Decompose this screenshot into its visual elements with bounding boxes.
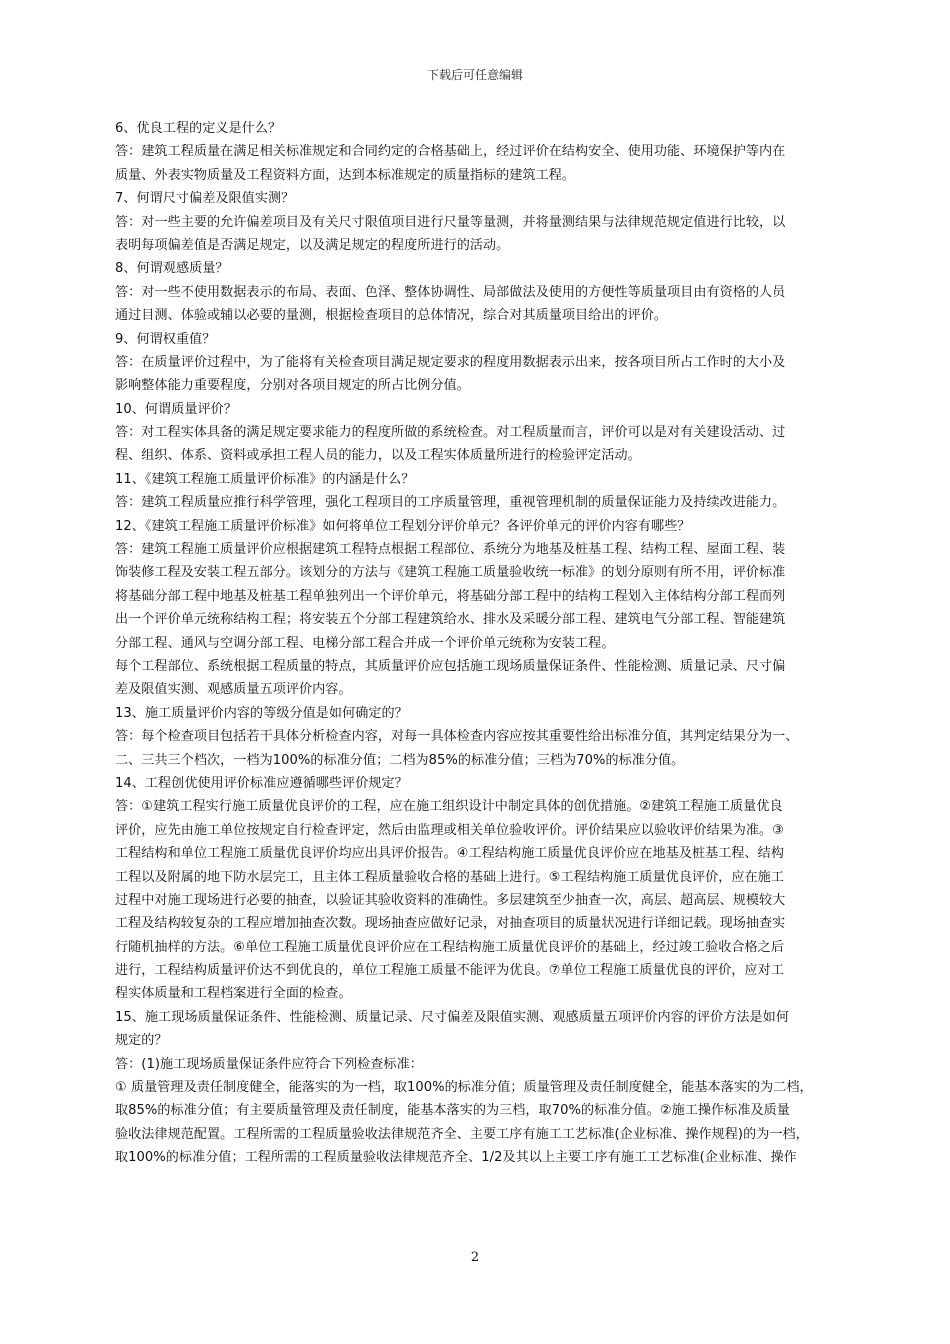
text-line: 过程中对施工现场进行必要的抽查，以验证其验收资料的准确性。多层建筑至少抽查一次，高层、超高层、规模较大 [115,892,786,908]
text-line: 每个工程部位、系统根据工程质量的特点，其质量评价应包括施工现场质量保证条件、性能检测、质量记录、尺寸偏 [115,658,786,674]
text-line: 答：对工程实体具备的满足规定要求能力的程度所做的系统检查。对工程质量而言，评价可以是对有关建设活动、过 [115,425,786,441]
text-line: 答：每个检查项目包括若干具体分析检查内容，对每一具体检查内容应按其重要性给出标准分值，其判定结果分为一、 [115,729,799,745]
text-line: 行随机抽样的方法。⑥单位工程施工质量优良评价应在工程结构施工质量优良评价的基础上，经过竣工验收合格之后 [115,939,784,955]
text-line: 二、三共三个档次，一档为100%的标准分值；二档为85%的标准分值；三档为70%的标准分值。 [115,752,685,768]
text-line: 9、何谓权重值？ [115,331,216,347]
text-line: 工程结构和单位工程施工质量优良评价均应出具评价报告。④工程结构施工质量优良评价应在地基及桩基工程、结构 [115,846,784,862]
text-line: 规定的？ [115,1033,168,1049]
text-line: 答：对一些主要的允许偏差项目及有关尺寸限值项目进行尺量等量测，并将量测结果与法律规范规定值进行比较，以 [115,214,786,230]
text-line: 11、《建筑工程施工质量评价标准》的内涵是什么？ [115,471,415,487]
text-line: 出一个评价单元统称结构工程；将安装五个分部工程建筑给水、排水及采暖分部工程、建筑电气分部工程、智能建筑 [115,612,786,628]
text-line: 15、施工现场质量保证条件、性能检测、质量记录、尺寸偏差及限值实测、观感质量五项评价内容的评价方法是如何 [115,1009,789,1025]
text-line: 答：建筑工程质量在满足相关标准规定和合同约定的合格基础上，经过评价在结构安全、使用功能、环境保护等内在 [115,144,786,160]
text-line: 工程及结构较复杂的工程应增加抽查次数。现场抽查应做好记录，对抽查项目的质量状况进行详细记载。现场抽查实 [115,916,786,932]
text-line: 程、组织、体系、资料或承担工程人员的能力，以及工程实体质量所进行的检验评定活动。 [115,448,641,464]
text-line: 表明每项偏差值是否满足规定，以及满足规定的程度所进行的活动。 [115,237,510,253]
text-line: 影响整体能力重要程度，分别对各项目规定的所占比例分值。 [115,378,470,394]
text-line: 8、何谓观感质量？ [115,261,229,277]
document-body [115,117,850,1170]
text-line: 13、施工质量评价内容的等级分值是如何确定的？ [115,705,408,721]
text-line: 取100%的标准分值；工程所需的工程质量验收法律规范齐全、1/2及其以上主要工序有施工工艺标准(企业标准、操作 [115,1150,797,1166]
text-line: 评价，应先由施工单位按规定自行检查评定，然后由监理或相关单位验收评价。评价结果应以验收评价结果为准。③ [115,822,784,838]
text-line: 10、何谓质量评价？ [115,401,237,417]
text-line: 答：(1)施工现场质量保证条件应符合下列检查标准： [115,1056,423,1072]
text-line: 12、《建筑工程施工质量评价标准》如何将单位工程划分评价单元？各评价单元的评价内容有哪些？ [115,518,691,534]
text-line: 通过目测、体验或辅以必要的量测，根据检查项目的总体情况，综合对其质量项目给出的评价。 [115,308,668,324]
text-line: 饰装修工程及安装工程五部分。该划分的方法与《建筑工程施工质量验收统一标准》的划分原则有所不用，评价标准 [115,565,786,581]
text-line: 程实体质量和工程档案进行全面的检查。 [115,986,352,1002]
text-line: 答：在质量评价过程中，为了能将有关检查项目满足规定要求的程度用数据表示出来，按各项目所占工作时的大小及 [115,354,786,370]
text-line: ① 质量管理及责任制度健全，能落实的为一档，取100%的标准分值；质量管理及责任制度健全，能基本落实的为二档， [115,1080,813,1096]
text-line: 取85%的标准分值；有主要质量管理及责任制度，能基本落实的为三档，取70%的标准分值。②施工操作标准及质量 [115,1103,790,1119]
text-line: 将基础分部工程中地基及桩基工程单独列出一个评价单元，将基础分部工程中的结构工程划入主体结构分部工程而列 [115,588,786,604]
text-line: 14、工程创优使用评价标准应遵循哪些评价规定？ [115,775,408,791]
text-line: 差及限值实测、观感质量五项评价内容。 [115,682,352,698]
text-line: 验收法律规范配置。工程所需的工程质量验收法律规范齐全、主要工序有施工工艺标准(企业标准、操作规程)的为一档， [115,1126,809,1142]
text-line: 质量、外表实物质量及工程资料方面，达到本标准规定的质量指标的建筑工程。 [115,167,576,183]
text-line: 工程以及附属的地下防水层完工，且主体工程质量验收合格的基础上进行。⑤工程结构施工质量优良评价，应在施工 [115,869,784,885]
text-line: 答：建筑工程施工质量评价应根据建筑工程特点根据工程部位、系统分为地基及桩基工程、结构工程、屋面工程、装 [115,542,786,558]
text-line: 7、何谓尺寸偏差及限值实测？ [115,191,295,207]
text-line: 分部工程、通风与空调分部工程、电梯分部工程合并成一个评价单元统称为安装工程。 [115,635,615,651]
page-number: 2 [470,1250,480,1265]
page-header: 下载后可任意编辑 [426,68,523,82]
text-line: 答：对一些不使用数据表示的布局、表面、色泽、整体协调性、局部做法及使用的方便性等质量项目由有资格的人员 [115,284,786,300]
text-line: 答：建筑工程质量应推行科学管理，强化工程项目的工序质量管理，重视管理机制的质量保证能力及持续改进能力。 [115,495,786,511]
text-line: 6、优良工程的定义是什么？ [115,121,282,136]
text-line: 答：①建筑工程实行施工质量优良评价的工程，应在施工组织设计中制定具体的创优措施。②建筑工程施工质量优良 [115,799,783,815]
text-line: 进行，工程结构质量评价达不到优良的，单位工程施工质量不能评为优良。⑦单位工程施工质量优良的评价，应对工 [115,963,784,979]
